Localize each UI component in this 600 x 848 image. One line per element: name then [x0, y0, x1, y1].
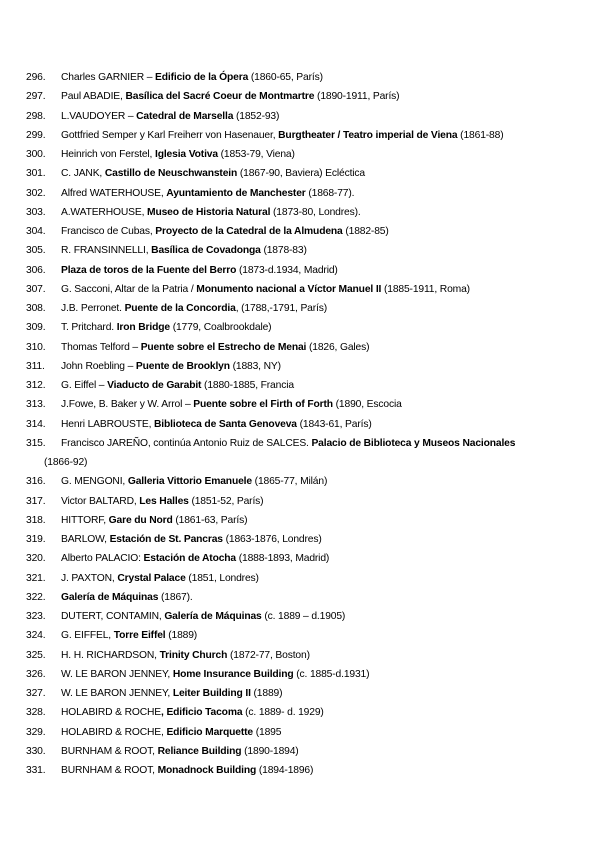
item-text [61, 265, 338, 276]
work-title: Leiter Building II [172, 688, 251, 699]
item-segment: (1851-52, París) [188, 495, 264, 507]
item-text [61, 361, 281, 372]
item-segment: G. Eiffel – [61, 380, 108, 391]
work-title: Iglesia Votiva [154, 149, 218, 160]
work-title: Edificio Marquette [166, 726, 254, 738]
item-segment: G. EIFFEL, [61, 630, 114, 642]
work-title: Palacio de Biblioteca y Museos Nacionales [311, 437, 516, 449]
list-item [26, 665, 590, 684]
item-segment: C. JANK, [61, 168, 105, 180]
item-segment: (1867). [158, 591, 193, 603]
item-text [61, 226, 389, 237]
item-segment: (1861-88) [457, 129, 504, 141]
item-segment: H. H. RICHARDSON, [61, 649, 160, 661]
item-text [61, 746, 299, 757]
list-item [26, 318, 590, 337]
list-item [26, 145, 590, 164]
list-item [26, 472, 590, 491]
work-title: Plaza de toros de la Fuente del Berro [61, 264, 237, 276]
list-item [26, 530, 590, 549]
list-item [26, 376, 590, 395]
item-number: 324. [26, 630, 46, 642]
list-item [26, 703, 590, 722]
work-title: Viaducto de Garabit [107, 380, 202, 391]
work-title: Galería de Máquinas [61, 591, 159, 603]
numbered-list [26, 68, 590, 780]
item-text [61, 476, 327, 487]
list-item [26, 241, 590, 260]
item-segment: BARLOW, [61, 534, 110, 545]
item-number: 323. [26, 611, 46, 622]
item-text [61, 91, 399, 102]
list-item [26, 87, 590, 106]
item-number: 316. [26, 476, 46, 488]
item-number: 301. [26, 168, 46, 180]
item-continuation: (1866-92) [44, 457, 88, 468]
work-title: Galleria Vittorio Emanuele [127, 476, 252, 488]
item-segment: (1895 [253, 726, 282, 738]
item-segment: Alberto PALACIO: [61, 553, 144, 565]
item-segment: (1878-83) [260, 245, 307, 257]
item-text [61, 419, 372, 430]
work-title: Castillo de Neuschwanstein [104, 168, 238, 180]
item-number: 322. [26, 591, 46, 603]
list-item [26, 203, 590, 222]
item-segment: Alfred WATERHOUSE, [61, 187, 167, 199]
item-number: 318. [26, 514, 46, 526]
item-segment: G. Sacconi, Altar de la Patria / [61, 283, 197, 295]
item-segment: (1880-1885, Francia [201, 380, 294, 391]
item-segment: (1890-1894) [241, 745, 299, 757]
item-number: 312. [26, 380, 46, 391]
item-number: 321. [26, 572, 46, 584]
item-number: 307. [26, 283, 46, 295]
item-segment: J.Fowe, B. Baker y W. Arrol – [61, 399, 194, 411]
item-number: 315. [26, 437, 46, 449]
work-title: Puente de la Concordia [124, 303, 236, 314]
item-number: 331. [26, 765, 46, 776]
item-text [61, 727, 281, 738]
item-text [61, 130, 503, 141]
list-item [26, 164, 590, 183]
item-segment: HOLABIRD & ROCHE, [61, 726, 167, 738]
work-title: Estación de St. Pancras [109, 534, 223, 545]
item-segment: Gottfried Semper y Karl Freiherr von Hasenauer, [61, 129, 279, 141]
work-title: Les Halles [139, 495, 189, 507]
item-segment: (1889) [250, 688, 283, 699]
work-title: Iron Bridge [116, 322, 170, 334]
work-title: Proyecto de la Catedral de la Almudena [155, 226, 343, 237]
item-text [61, 765, 313, 776]
item-text [61, 553, 329, 564]
list-item [26, 107, 590, 126]
item-text [61, 399, 402, 410]
item-segment: Victor BALTARD, [61, 495, 140, 507]
list-item [26, 492, 590, 511]
list-item [26, 222, 590, 241]
list-item [26, 395, 590, 414]
work-title: Gare du Nord [108, 514, 173, 526]
item-segment: L.VAUDOYER – [61, 110, 137, 122]
item-segment: Charles GARNIER – [61, 72, 156, 83]
list-item [26, 184, 590, 203]
item-segment: (c. 1885-d.1931) [293, 668, 370, 680]
item-number: 309. [26, 322, 46, 334]
item-number: 300. [26, 149, 46, 160]
item-segment: (c. 1889 – d.1905) [261, 611, 346, 622]
item-segment: (1889) [165, 630, 198, 642]
item-text [61, 303, 327, 314]
item-text [61, 168, 365, 179]
work-title: Burgtheater / Teatro imperial de Viena [278, 129, 458, 141]
list-item [26, 549, 590, 568]
work-title: Puente de Brooklyn [135, 360, 230, 372]
item-segment: J. PAXTON, [61, 572, 118, 584]
item-segment: T. Pritchard. [61, 322, 117, 334]
item-segment: , (1788,-1791, París) [235, 303, 328, 314]
item-segment: (1888-1893, Madrid) [236, 553, 330, 565]
item-number: 327. [26, 688, 46, 699]
item-number: 310. [26, 341, 46, 353]
item-text [61, 72, 323, 83]
item-number: 330. [26, 745, 46, 757]
item-number: 325. [26, 649, 46, 661]
work-title: Home Insurance Building [172, 668, 294, 680]
work-title: Torre Eiffel [113, 630, 166, 642]
item-segment: HITTORF, [61, 514, 109, 526]
item-segment: (1890, Escocia [332, 399, 402, 411]
item-segment: J.B. Perronet. [61, 303, 125, 314]
item-segment: (1894-1896) [256, 765, 314, 776]
list-item [26, 626, 590, 645]
item-segment: (c. 1889- d. 1929) [242, 707, 324, 719]
work-title: Trinity Church [159, 649, 228, 661]
list-item [26, 607, 590, 626]
item-segment: Francisco de Cubas, [61, 226, 156, 237]
item-segment: (1865-77, Milán) [251, 476, 328, 488]
item-text [61, 688, 282, 699]
item-text [61, 534, 322, 545]
list-item [26, 299, 590, 318]
item-segment: (1860-65, París) [248, 72, 323, 83]
item-text [61, 245, 307, 256]
work-title: Estación de Atocha [143, 553, 237, 565]
item-segment: Henri LABROUSTE, [61, 418, 155, 430]
item-number: 317. [26, 495, 46, 507]
item-text [61, 434, 590, 453]
list-item [26, 761, 590, 780]
item-number: 299. [26, 129, 46, 141]
item-segment: (1851, Londres) [185, 572, 259, 584]
item-text [61, 149, 295, 160]
list-item [26, 434, 590, 473]
item-text [61, 342, 369, 353]
item-number: 304. [26, 226, 46, 237]
item-number: 305. [26, 245, 46, 257]
item-text [61, 496, 263, 507]
item-segment: A.WATERHOUSE, [61, 206, 148, 218]
item-segment: W. LE BARON JENNEY, [61, 688, 173, 699]
work-title: Reliance Building [157, 745, 242, 757]
item-segment: (1883, NY) [229, 360, 281, 372]
item-segment: (1863-1876, Londres) [222, 534, 322, 545]
item-number: 320. [26, 553, 46, 565]
list-item [26, 742, 590, 761]
work-title: Basílica del Sacré Coeur de Montmartre [125, 91, 315, 103]
item-segment: (1868-77). [305, 187, 355, 199]
list-item [26, 723, 590, 742]
item-text [61, 630, 197, 641]
item-segment: (1779, Coalbrookdale) [169, 322, 272, 334]
item-text [61, 284, 470, 295]
item-segment: (1885-1911, Roma) [381, 283, 470, 295]
work-title: Galería de Máquinas [164, 611, 262, 622]
list-item [26, 126, 590, 145]
work-title: Ayuntamiento de Manchester [166, 187, 306, 199]
item-text [61, 611, 345, 622]
list-item [26, 646, 590, 665]
item-segment: (1872-77, Boston) [227, 649, 310, 661]
item-text [61, 669, 369, 680]
work-title: Basílica de Covadonga [151, 245, 261, 257]
item-segment: (1852-93) [233, 110, 280, 122]
item-segment: BURNHAM & ROOT, [61, 745, 158, 757]
item-number: 297. [26, 91, 46, 103]
list-item [26, 511, 590, 530]
item-segment: (1826, Gales) [306, 341, 370, 353]
item-number: 319. [26, 534, 46, 545]
item-segment: John Roebling – [61, 360, 136, 372]
list-item [26, 588, 590, 607]
item-text [61, 573, 259, 584]
item-number: 313. [26, 399, 46, 411]
item-text [61, 207, 361, 218]
item-number: 311. [26, 360, 45, 372]
item-number: 303. [26, 206, 46, 218]
list-item [26, 357, 590, 376]
list-item [26, 569, 590, 588]
work-title: Edificio de la Ópera [155, 72, 249, 83]
item-segment: (1873-80, Londres). [270, 206, 361, 218]
list-item [26, 280, 590, 299]
item-number: 314. [26, 418, 46, 430]
item-segment: Heinrich von Ferstel, [61, 149, 155, 160]
work-title: Biblioteca de Santa Genoveva [154, 418, 297, 430]
item-text [61, 380, 294, 391]
item-number: 306. [26, 264, 46, 276]
item-number: 302. [26, 187, 46, 199]
item-text [61, 650, 310, 661]
work-title: , Edificio Tacoma [161, 707, 243, 719]
work-title: Monumento nacional a Víctor Manuel II [196, 283, 382, 295]
item-number: 326. [26, 668, 46, 680]
list-item [26, 261, 590, 280]
list-item [26, 415, 590, 434]
list-item [26, 68, 590, 87]
item-segment: BURNHAM & ROOT, [61, 765, 158, 776]
work-title: Monadnock Building [157, 765, 257, 776]
item-number: 328. [26, 707, 46, 719]
work-title: Crystal Palace [117, 572, 186, 584]
item-segment: W. LE BARON JENNEY, [61, 668, 173, 680]
item-text [61, 707, 324, 718]
work-title: Puente sobre el Firth of Forth [193, 399, 333, 411]
work-title: Museo de Historia Natural [147, 206, 271, 218]
item-segment: HOLABIRD & ROCHE [61, 707, 162, 719]
item-number: 308. [26, 303, 46, 314]
item-text [61, 111, 279, 122]
item-segment: Francisco JAREÑO, continúa Antonio Ruiz de SALCES. [61, 437, 312, 449]
item-segment: (1843-61, París) [296, 418, 372, 430]
item-text [61, 322, 271, 333]
item-segment: (1890-1911, París) [314, 91, 400, 103]
item-number: 329. [26, 726, 46, 738]
item-text [61, 188, 354, 199]
item-segment: (1882-85) [342, 226, 389, 237]
item-segment: DUTERT, CONTAMIN, [61, 611, 165, 622]
item-segment: R. FRANSINNELLI, [61, 245, 152, 257]
item-segment: (1861-63, París) [172, 514, 248, 526]
item-segment: G. MENGONI, [61, 476, 128, 488]
item-segment: (1853-79, Viena) [217, 149, 295, 160]
item-segment: Paul ABADIE, [61, 91, 126, 103]
item-number: 296. [26, 72, 46, 83]
work-title: Puente sobre el Estrecho de Menai [140, 341, 307, 353]
list-item [26, 684, 590, 703]
item-text [61, 515, 247, 526]
list-item [26, 338, 590, 357]
work-title: Catedral de Marsella [136, 110, 234, 122]
item-segment: (1867-90, Baviera) Ecléctica [237, 168, 366, 180]
item-number: 298. [26, 110, 46, 122]
item-segment: (1873-d.1934, Madrid) [236, 264, 338, 276]
item-text [61, 592, 193, 603]
item-segment: Thomas Telford – [61, 341, 141, 353]
